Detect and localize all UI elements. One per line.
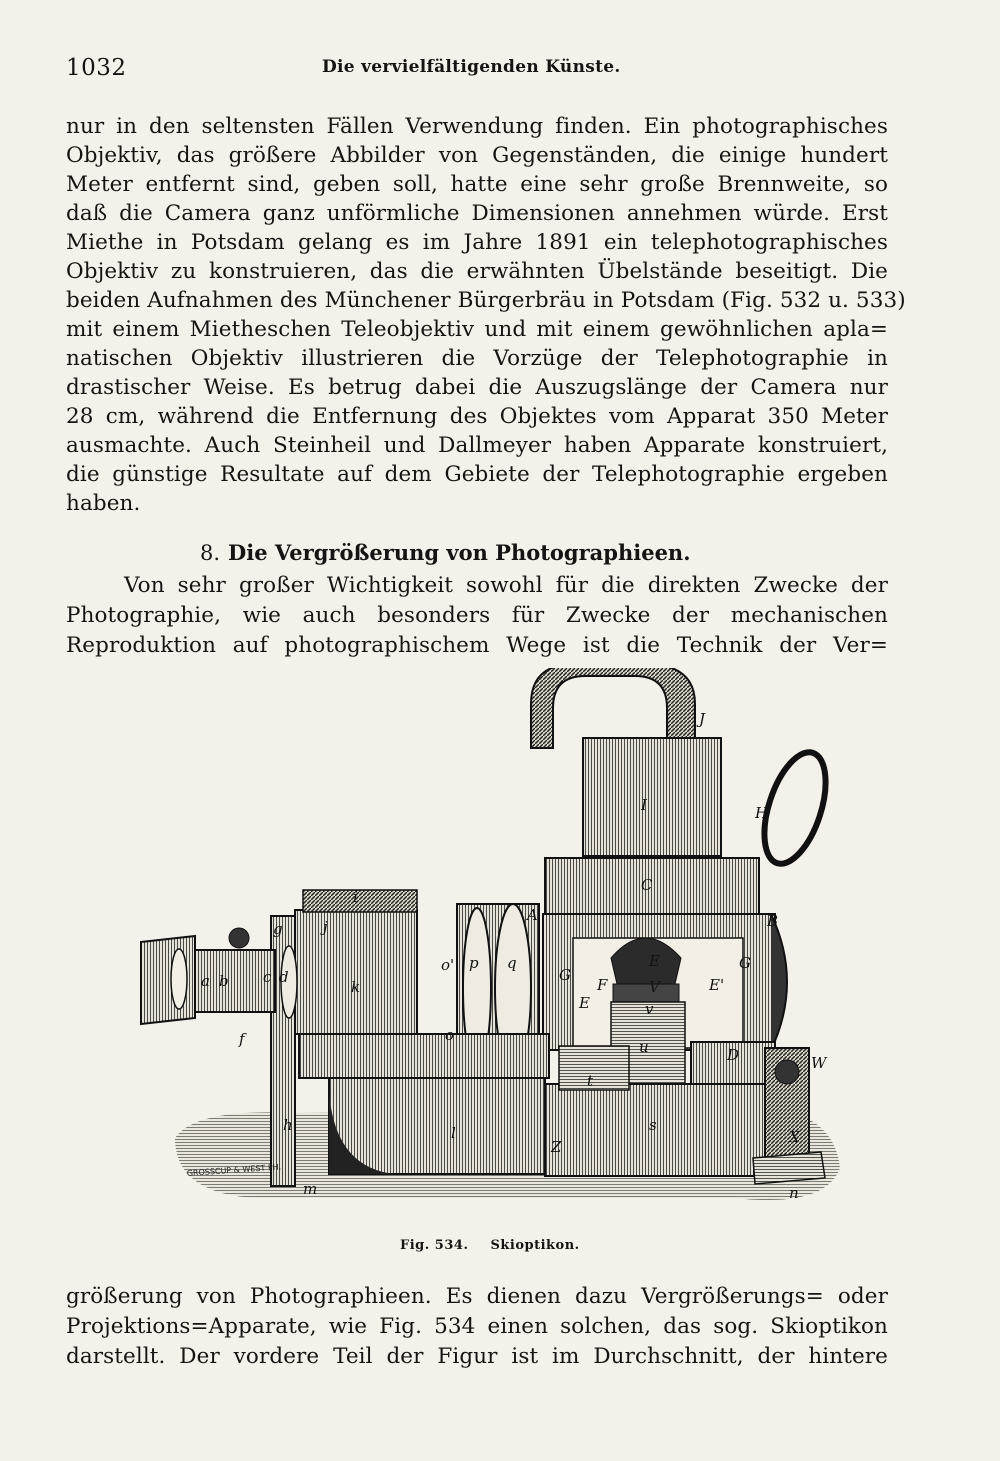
engraver-signature: GROSSCUP & WEST PH. [186, 1162, 282, 1178]
figure-label: E [579, 994, 590, 1012]
figure-label: m [303, 1180, 318, 1198]
skioptikon-engraving [135, 668, 845, 1208]
caption-number: Fig. 534. [400, 1238, 469, 1253]
text-line: beiden Aufnahmen des Münchener Bürgerbräu in Potsdam (Fig. 532 u. 533) [66, 288, 906, 313]
text-line: Meter entfernt sind, geben soll, hatte eine sehr große Brennweite, so [66, 172, 888, 197]
figure-label: W [811, 1054, 827, 1072]
figure-label: t [587, 1072, 594, 1090]
figure-label: i [353, 888, 358, 906]
text-line: daß die Camera ganz unförmliche Dimensionen annehmen würde. Erst [66, 201, 888, 226]
figure-label: V [649, 978, 660, 996]
caption-title: Skioptikon. [490, 1238, 580, 1253]
figure-label: C [641, 876, 653, 894]
figure-label: a [201, 972, 210, 990]
figure-label: f [239, 1030, 245, 1048]
text-line: Von sehr großer Wichtigkeit sowohl für die direkten Zwecke der [124, 573, 888, 598]
figure-label: j [323, 918, 328, 936]
text-line: Projektions=Apparate, wie Fig. 534 einen solchen, das sog. Skioptikon [66, 1314, 888, 1339]
figure-label: h [283, 1116, 293, 1134]
figure-label: n [789, 1184, 799, 1202]
figure-label: F [597, 976, 608, 994]
text-line: Objektiv, das größere Abbilder von Gegenständen, die einige hundert [66, 143, 888, 168]
text-line: Miethe in Potsdam gelang es im Jahre 1891 ein telephotographisches [66, 230, 888, 255]
text-line: mit einem Mietheschen Teleobjektiv und mit einem gewöhnlichen apla= [66, 317, 888, 342]
figure-label: B [767, 912, 779, 930]
text-line: Photographie, wie auch besonders für Zwecke der mechanischen [66, 603, 888, 628]
figure-label: l [451, 1124, 456, 1142]
text-line: größerung von Photographieen. Es dienen dazu Vergrößerungs= oder [66, 1284, 888, 1309]
figure-label: c [263, 968, 272, 986]
figure-label: d [279, 968, 289, 986]
section-heading [200, 538, 800, 568]
section-number: 8. [200, 541, 221, 565]
figure-label: X [789, 1128, 800, 1146]
figure-label: A [527, 906, 538, 924]
figure-label: G [739, 954, 751, 972]
text-line: natischen Objektiv illustrieren die Vorzüge der Telephotographie in [66, 346, 888, 371]
figure-label: s [649, 1116, 657, 1134]
figure-label: p [469, 954, 479, 972]
skioptikon-illustration [135, 668, 845, 1208]
text-line: drastischer Weise. Es betrug dabei die Auszugslänge der Camera nur [66, 375, 888, 400]
text-line: haben. [66, 491, 141, 516]
text-line: Objektiv zu konstruieren, das die erwähnten Übelstände beseitigt. Die [66, 259, 888, 284]
section-title: Die Vergrößerung von Photographieen. [228, 540, 691, 565]
figure-label: o [445, 1026, 455, 1044]
text-line: nur in den seltensten Fällen Verwendung finden. Ein photographisches [66, 114, 888, 139]
figure-label: E [649, 952, 660, 970]
figure-label: E' [709, 976, 725, 994]
text-line: darstellt. Der vordere Teil der Figur ist im Durchschnitt, der hintere [66, 1344, 888, 1369]
figure-label: v [645, 1000, 654, 1018]
figure-label: D [727, 1046, 740, 1064]
figure-label: g [273, 920, 283, 938]
running-title: Die vervielfältigenden Künste. [322, 57, 621, 77]
figure-label: u [639, 1038, 649, 1056]
figure-label: o' [441, 956, 455, 974]
text-line: 28 cm, während die Entfernung des Objektes vom Apparat 350 Meter [66, 404, 888, 429]
figure-label: H [755, 804, 769, 822]
figure-label: I [641, 796, 647, 814]
page-number: 1032 [66, 55, 127, 81]
text-line: die günstige Resultate auf dem Gebiete der Telephotographie ergeben [66, 462, 888, 487]
figure-label: Z [551, 1138, 562, 1156]
figure-label: b [219, 972, 229, 990]
text-line: ausmachte. Auch Steinheil und Dallmeyer haben Apparate konstruiert, [66, 433, 888, 458]
figure-label: q [507, 954, 517, 972]
figure-caption [400, 1238, 660, 1253]
figure-label: J [699, 710, 706, 728]
figure-label: G [559, 966, 571, 984]
figure-label: k [351, 978, 361, 996]
text-line: Reproduktion auf photographischem Wege ist die Technik der Ver= [66, 633, 888, 658]
